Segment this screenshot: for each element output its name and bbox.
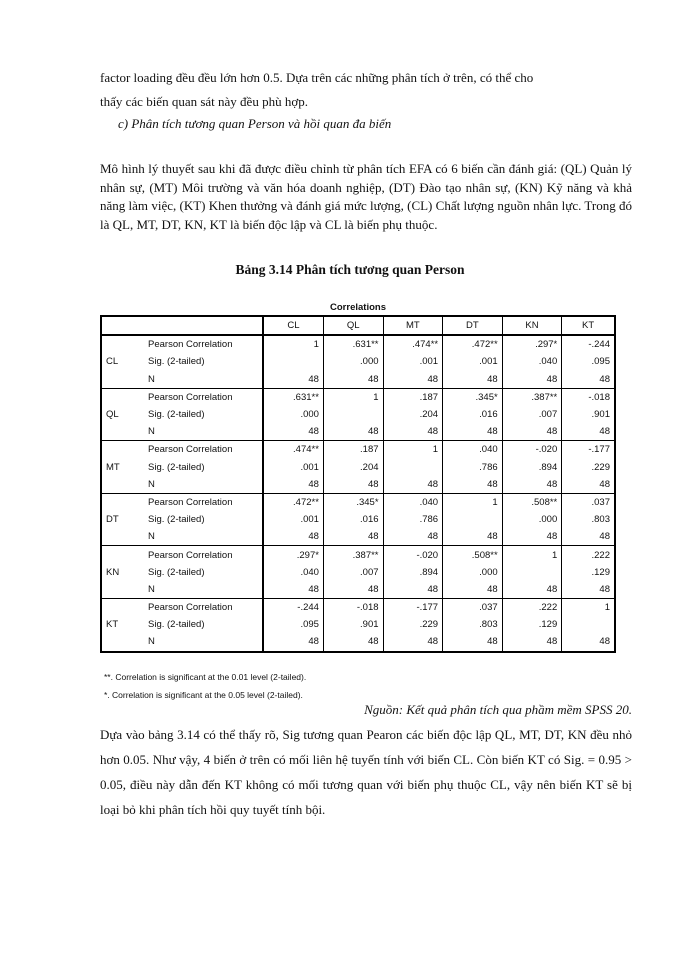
col-header: QL	[323, 316, 383, 335]
statistic-label: Pearson Correlation	[144, 599, 263, 617]
value-cell: 48	[562, 423, 615, 441]
col-header: CL	[263, 316, 323, 335]
intro-paragraph	[100, 66, 632, 114]
value-cell: 48	[562, 633, 615, 651]
value-cell: -.020	[383, 546, 443, 564]
row-variable-label: MT	[101, 441, 144, 494]
value-cell: 48	[263, 371, 323, 389]
value-cell: 48	[323, 423, 383, 441]
value-cell	[562, 616, 615, 633]
value-cell: .786	[383, 511, 443, 528]
footnote-001: **. Correlation is significant at the 0.01 level (2-tailed).	[104, 672, 307, 682]
table-row	[101, 528, 615, 546]
value-cell: 48	[263, 528, 323, 546]
value-cell: 48	[323, 528, 383, 546]
statistic-label: Pearson Correlation	[144, 388, 263, 406]
value-cell: .803	[443, 616, 503, 633]
value-cell: 48	[562, 371, 615, 389]
value-cell: .037	[443, 599, 503, 617]
value-cell: 48	[562, 476, 615, 494]
table-row	[101, 441, 615, 459]
value-cell: .387**	[502, 388, 562, 406]
row-variable-label: KN	[101, 546, 144, 599]
statistic-label: N	[144, 476, 263, 494]
value-cell: 48	[323, 371, 383, 389]
value-cell: .474**	[383, 335, 443, 353]
statistic-label: N	[144, 581, 263, 599]
value-cell: .129	[562, 564, 615, 581]
value-cell: -.018	[323, 599, 383, 617]
value-cell: 48	[562, 528, 615, 546]
table-row	[101, 546, 615, 564]
value-cell: .095	[263, 616, 323, 633]
footnote-005: *. Correlation is significant at the 0.05 level (2-tailed).	[104, 690, 303, 700]
statistic-label: Sig. (2-tailed)	[144, 353, 263, 370]
value-cell: 1	[562, 599, 615, 617]
value-cell: 48	[263, 633, 323, 651]
value-cell: .040	[502, 353, 562, 370]
value-cell: .016	[323, 511, 383, 528]
value-cell: .007	[502, 406, 562, 423]
value-cell: 1	[323, 388, 383, 406]
value-cell: 48	[502, 371, 562, 389]
value-cell: 48	[323, 476, 383, 494]
value-cell: .222	[502, 599, 562, 617]
value-cell: .894	[502, 459, 562, 476]
value-cell: 48	[383, 581, 443, 599]
intro-line-1: factor loading đều đều lớn hơn 0.5. Dựa trên các những phân tích ở trên, có thể cho	[100, 70, 534, 85]
value-cell: .001	[263, 511, 323, 528]
value-cell: .474**	[263, 441, 323, 459]
table-row	[101, 581, 615, 599]
statistic-label: Pearson Correlation	[144, 441, 263, 459]
table-row	[101, 564, 615, 581]
table-row	[101, 511, 615, 528]
col-header: DT	[443, 316, 503, 335]
value-cell: 48	[502, 528, 562, 546]
value-cell: .204	[383, 406, 443, 423]
value-cell: 48	[383, 423, 443, 441]
value-cell: .387**	[323, 546, 383, 564]
table-title: Bảng 3.14 Phân tích tương quan Person	[235, 262, 465, 277]
value-cell: 48	[383, 371, 443, 389]
value-cell: -.177	[562, 441, 615, 459]
correlations-table	[100, 315, 616, 653]
value-cell: .187	[323, 441, 383, 459]
value-cell: 48	[263, 581, 323, 599]
table-row	[101, 353, 615, 370]
value-cell: .508**	[443, 546, 503, 564]
table-row	[101, 633, 615, 651]
row-variable-label: DT	[101, 493, 144, 546]
value-cell: 48	[443, 476, 503, 494]
value-cell: 1	[383, 441, 443, 459]
value-cell: .472**	[443, 335, 503, 353]
statistic-label: N	[144, 528, 263, 546]
value-cell: .901	[323, 616, 383, 633]
table-row	[101, 459, 615, 476]
value-cell: .803	[562, 511, 615, 528]
value-cell: .894	[383, 564, 443, 581]
statistic-label: Sig. (2-tailed)	[144, 406, 263, 423]
value-cell: .007	[323, 564, 383, 581]
value-cell: .040	[443, 441, 503, 459]
value-cell: .001	[263, 459, 323, 476]
value-cell: .000	[323, 353, 383, 370]
value-cell: 48	[443, 371, 503, 389]
value-cell: 48	[443, 528, 503, 546]
value-cell: .297*	[502, 335, 562, 353]
value-cell: .000	[263, 406, 323, 423]
value-cell: .187	[383, 388, 443, 406]
value-cell: -.244	[562, 335, 615, 353]
value-cell: -.177	[383, 599, 443, 617]
value-cell: .001	[443, 353, 503, 370]
table-row	[101, 616, 615, 633]
value-cell: .000	[443, 564, 503, 581]
col-header: KT	[562, 316, 615, 335]
value-cell	[323, 406, 383, 423]
value-cell: 48	[323, 581, 383, 599]
value-cell: .345*	[443, 388, 503, 406]
table-body	[101, 335, 615, 651]
value-cell: .037	[562, 493, 615, 511]
model-paragraph: Mô hình lý thuyết sau khi đã được điều chỉnh từ phân tích EFA có 6 biến cần đánh giá: (QL) Quản lý nhân sự, (MT) Môi trường và văn hóa doanh nghiệp, (DT) Đào tạo nhân sự, (KN) Kỹ năng và khả năng làm việc, (KT) Khen thưởng và đánh giá mức lượng, (CL) Chất lượng nguồn nhân lực. Trong đó là QL, MT, DT, KN, KT là biến độc lập và CL là biến phụ thuộc.	[100, 161, 632, 232]
header-blank-cell	[101, 316, 263, 335]
value-cell: 48	[502, 633, 562, 651]
table-row	[101, 335, 615, 353]
value-cell: .297*	[263, 546, 323, 564]
value-cell: .472**	[263, 493, 323, 511]
col-header: MT	[383, 316, 443, 335]
value-cell: .129	[502, 616, 562, 633]
source-note: Nguồn: Kết quả phân tích qua phầm mềm SPSS 20.	[364, 702, 632, 717]
statistic-label: Pearson Correlation	[144, 493, 263, 511]
value-cell: .016	[443, 406, 503, 423]
value-cell: 1	[443, 493, 503, 511]
table-row	[101, 388, 615, 406]
value-cell: 48	[383, 633, 443, 651]
statistic-label: Sig. (2-tailed)	[144, 616, 263, 633]
value-cell: .631**	[323, 335, 383, 353]
value-cell	[443, 511, 503, 528]
table-row	[101, 476, 615, 494]
value-cell: .095	[562, 353, 615, 370]
table-row	[101, 599, 615, 617]
row-variable-label: KT	[101, 599, 144, 652]
value-cell: 48	[323, 633, 383, 651]
value-cell: .901	[562, 406, 615, 423]
value-cell	[502, 564, 562, 581]
value-cell: .508**	[502, 493, 562, 511]
value-cell: .222	[562, 546, 615, 564]
statistic-label: Sig. (2-tailed)	[144, 459, 263, 476]
value-cell: .040	[383, 493, 443, 511]
statistic-label: Pearson Correlation	[144, 335, 263, 353]
value-cell: .040	[263, 564, 323, 581]
value-cell: 48	[383, 528, 443, 546]
value-cell: 48	[443, 581, 503, 599]
col-header: KN	[502, 316, 562, 335]
table-row	[101, 423, 615, 441]
value-cell: .786	[443, 459, 503, 476]
value-cell: .204	[323, 459, 383, 476]
value-cell: 1	[502, 546, 562, 564]
table-row	[101, 406, 615, 423]
value-cell: 48	[383, 476, 443, 494]
statistic-label: Sig. (2-tailed)	[144, 511, 263, 528]
value-cell: .631**	[263, 388, 323, 406]
value-cell: .001	[383, 353, 443, 370]
correlations-title: Correlations	[330, 302, 386, 313]
statistic-label: Sig. (2-tailed)	[144, 564, 263, 581]
value-cell: .229	[383, 616, 443, 633]
table-row	[101, 371, 615, 389]
row-variable-label: CL	[101, 335, 144, 388]
intro-line-2: thấy các biến quan sát này đều phù hợp.	[100, 94, 308, 109]
value-cell	[263, 353, 323, 370]
table-header-row	[101, 316, 615, 335]
value-cell: -.018	[562, 388, 615, 406]
value-cell: 48	[502, 581, 562, 599]
table-row	[101, 493, 615, 511]
value-cell: .229	[562, 459, 615, 476]
statistic-label: N	[144, 371, 263, 389]
value-cell: 48	[263, 423, 323, 441]
value-cell: 48	[263, 476, 323, 494]
value-cell: 48	[443, 423, 503, 441]
statistic-label: Pearson Correlation	[144, 546, 263, 564]
conclusion-paragraph: Dựa vào bảng 3.14 có thể thấy rõ, Sig tương quan Pearon các biến độc lập QL, MT, DT, KN đều nhỏ hơn 0.05. Như vậy, 4 biến ở trên có mối liên hệ tuyến tính với biến CL. Còn biến KT có Sig. = 0.95 > 0.05, điều này dẫn đến KT không có mối tương quan với biến phụ thuộc CL, vậy nên biến KT sẽ bị loại bỏ khi phân tích hồi quy tuyết tính bội.	[100, 727, 632, 817]
value-cell: 48	[562, 581, 615, 599]
section-heading: c) Phân tích tương quan Person và hồi quan đa biến	[118, 116, 392, 131]
value-cell: .345*	[323, 493, 383, 511]
value-cell: 48	[502, 476, 562, 494]
value-cell: 48	[502, 423, 562, 441]
statistic-label: N	[144, 633, 263, 651]
value-cell: -.244	[263, 599, 323, 617]
statistic-label: N	[144, 423, 263, 441]
row-variable-label: QL	[101, 388, 144, 441]
value-cell: -.020	[502, 441, 562, 459]
value-cell: .000	[502, 511, 562, 528]
value-cell	[383, 459, 443, 476]
value-cell: 48	[443, 633, 503, 651]
value-cell: 1	[263, 335, 323, 353]
